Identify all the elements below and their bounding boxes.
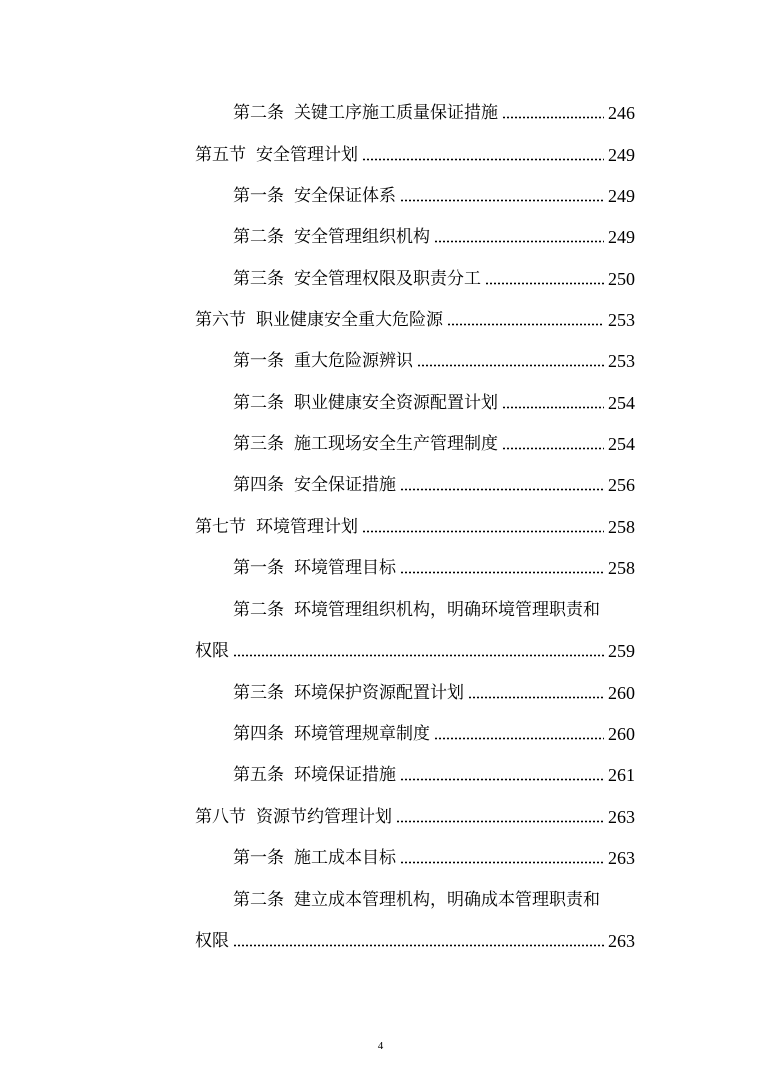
dot-leader [468, 696, 604, 699]
toc-entry-article[interactable] [233, 548, 635, 578]
dot-leader [400, 778, 604, 781]
toc-entry-number: 第六节 [195, 310, 246, 330]
toc-entry-page: 253 [608, 310, 635, 330]
toc-entry-page: 254 [608, 434, 635, 454]
toc-entry-page: 256 [608, 475, 635, 495]
toc-entry-article[interactable] [233, 259, 635, 289]
toc-entry-title: 安全保证体系 [294, 186, 396, 206]
toc-entry-number: 第三条 [233, 434, 284, 454]
toc-entry-article[interactable] [233, 217, 635, 247]
toc-entry-title: 施工现场安全生产管理制度 [294, 434, 498, 454]
toc-entry-article[interactable] [233, 465, 635, 495]
toc-entry-article[interactable] [233, 341, 635, 371]
toc-entry-title: 环境管理规章制度 [294, 724, 430, 744]
toc-entry-title: 安全管理权限及职责分工 [294, 269, 481, 289]
toc-entry-continuation[interactable] [195, 921, 635, 951]
toc-entry-number: 第四条 [233, 724, 284, 744]
toc-entry-title: 重大危险源辨识 [294, 351, 413, 371]
dot-leader [447, 323, 604, 326]
toc-entry-title-continued: 权限 [195, 641, 229, 661]
toc-entry-section[interactable] [195, 135, 635, 165]
toc-entry-page: 253 [608, 351, 635, 371]
toc-entry-page: 259 [608, 641, 635, 661]
toc-entry-number: 第七节 [195, 517, 246, 537]
toc-entry-page: 258 [608, 517, 635, 537]
toc-entry-title: 职业健康安全重大危险源 [256, 310, 443, 330]
toc-entry-article[interactable] [233, 673, 635, 703]
toc-entry-section[interactable] [195, 507, 635, 537]
toc-entry-article[interactable] [233, 383, 635, 413]
toc-entry-page: 263 [608, 807, 635, 827]
toc-entry-title: 安全管理计划 [256, 145, 358, 165]
dot-leader [362, 158, 604, 161]
toc-entry-number: 第五节 [195, 145, 246, 165]
toc-entry-number: 第一条 [233, 186, 284, 206]
toc-entry-page: 249 [608, 145, 635, 165]
dot-leader [400, 488, 604, 491]
dot-leader [417, 364, 604, 367]
toc-entry-number: 第一条 [233, 351, 284, 371]
toc-entry-title-continued: 权限 [195, 931, 229, 951]
toc-entry-title: 资源节约管理计划 [256, 807, 392, 827]
toc-entry-page: 246 [608, 103, 635, 123]
toc-entry-article[interactable] [233, 755, 635, 785]
toc-entry-article[interactable] [233, 93, 635, 123]
toc-entry-title: 安全管理组织机构 [294, 227, 430, 247]
page-number: 4 [377, 1040, 384, 1052]
toc-entry-number: 第三条 [233, 269, 284, 289]
dot-leader [233, 944, 604, 947]
dot-leader [362, 530, 604, 533]
toc-entry-article-wrapped[interactable] [233, 880, 600, 910]
toc-entry-title: 关键工序施工质量保证措施 [294, 103, 498, 123]
toc-entry-page: 258 [608, 558, 635, 578]
toc-entry-article[interactable] [233, 714, 635, 744]
toc-entry-page: 260 [608, 683, 635, 703]
toc-entry-section[interactable] [195, 797, 635, 827]
toc-entry-title: 施工成本目标 [294, 848, 396, 868]
toc-entry-page: 254 [608, 393, 635, 413]
toc-entry-number: 第三条 [233, 683, 284, 703]
toc-entry-page: 250 [608, 269, 635, 289]
toc-entry-page: 261 [608, 765, 635, 785]
dot-leader [233, 654, 604, 657]
dot-leader [502, 406, 604, 409]
toc-entry-number: 第五条 [233, 765, 284, 785]
dot-leader [400, 571, 604, 574]
dot-leader [502, 116, 604, 119]
toc-entry-page: 263 [608, 848, 635, 868]
toc-entry-title: 环境管理计划 [256, 517, 358, 537]
dot-leader [396, 820, 604, 823]
toc-entry-title: 建立成本管理机构，明确成本管理职责和 [294, 890, 600, 910]
toc-entry-title: 环境管理目标 [294, 558, 396, 578]
dot-leader [502, 447, 604, 450]
toc-entry-number: 第二条 [233, 227, 284, 247]
toc-entry-page: 249 [608, 186, 635, 206]
toc-entry-section[interactable] [195, 300, 635, 330]
dot-leader [485, 282, 604, 285]
dot-leader [434, 240, 604, 243]
toc-entry-title: 环境管理组织机构，明确环境管理职责和 [294, 600, 600, 620]
toc-entry-article[interactable] [233, 176, 635, 206]
toc-entry-number: 第八节 [195, 807, 246, 827]
toc-entry-number: 第一条 [233, 558, 284, 578]
toc-entry-title: 环境保证措施 [294, 765, 396, 785]
toc-entry-number: 第二条 [233, 890, 284, 910]
toc-entry-article-wrapped[interactable] [233, 590, 600, 620]
dot-leader [400, 199, 604, 202]
dot-leader [434, 737, 604, 740]
toc-entry-number: 第四条 [233, 475, 284, 495]
toc-entry-number: 第二条 [233, 600, 284, 620]
toc-entry-title: 环境保护资源配置计划 [294, 683, 464, 703]
dot-leader [400, 861, 604, 864]
toc-entry-title: 安全保证措施 [294, 475, 396, 495]
toc-entry-article[interactable] [233, 424, 635, 454]
toc-entry-page: 260 [608, 724, 635, 744]
toc-entry-number: 第二条 [233, 393, 284, 413]
toc-entry-page: 249 [608, 227, 635, 247]
toc-entry-continuation[interactable] [195, 631, 635, 661]
toc-entry-page: 263 [608, 931, 635, 951]
toc-entry-article[interactable] [233, 838, 635, 868]
toc-entry-title: 职业健康安全资源配置计划 [294, 393, 498, 413]
toc-entry-number: 第一条 [233, 848, 284, 868]
toc-entry-number: 第二条 [233, 103, 284, 123]
